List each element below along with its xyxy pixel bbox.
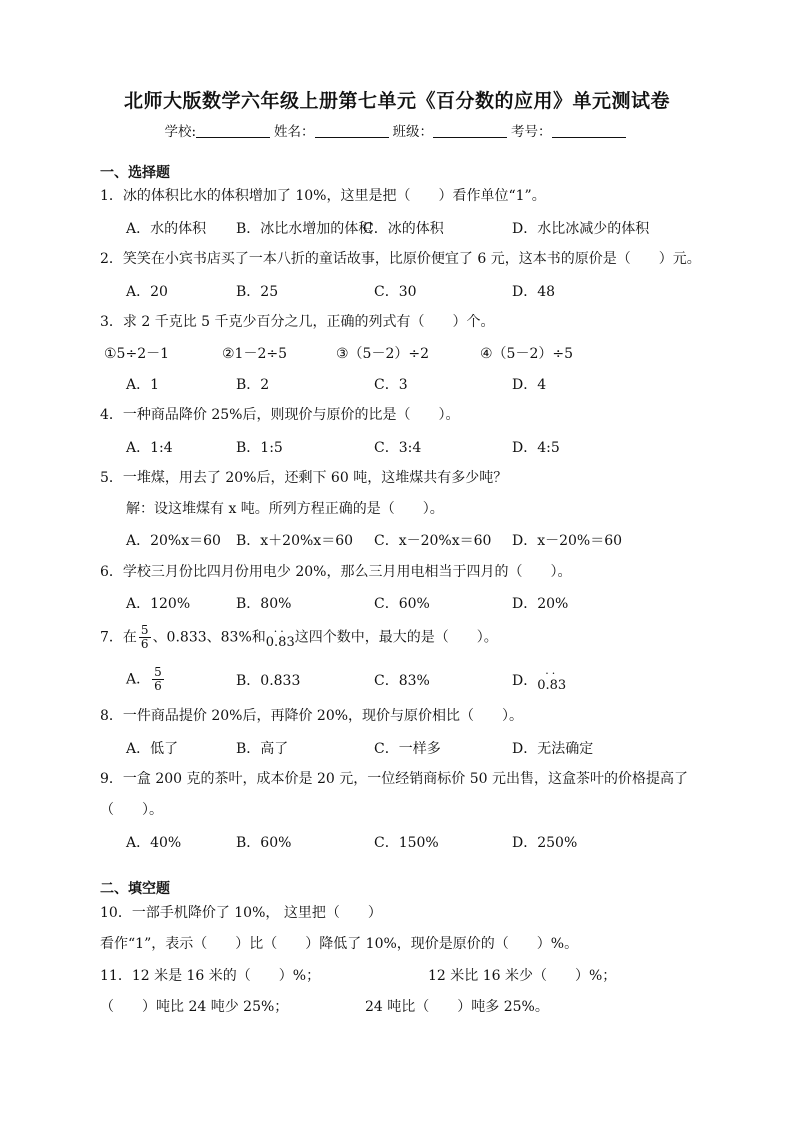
option-c[interactable]: C．150% <box>374 835 439 851</box>
question-10: 10．一部手机降价了 10%， 这里把（ ） <box>100 905 382 921</box>
option-b[interactable]: B．1:5 <box>236 440 283 456</box>
question-11-c: （ ）吨比 24 吨少 25%； <box>100 999 289 1015</box>
name-label: 姓名： <box>274 124 315 140</box>
question-10-cont: 看作“1”，表示（ ）比（ ）降低了 10%，现价是原价的（ ）%。 <box>100 936 579 952</box>
question-8: 8．一件商品提价 20%后，再降价 20%，现价与原价相比（ ）。 <box>100 708 524 724</box>
question-11-a: 11．12 米是 16 米的（ ）%； <box>100 968 321 984</box>
question-1: 1．冰的体积比水的体积增加了 10%，这里是把（ ）看作单位“1”。 <box>100 188 546 204</box>
option-a[interactable]: A．40% <box>126 835 182 851</box>
section-choice-title: 一、选择题 <box>100 165 170 181</box>
option-a[interactable]: A．20%x＝60 <box>126 533 221 549</box>
question-1-options <box>126 218 686 238</box>
question-6-options <box>126 593 686 613</box>
question-2: 2．笑笑在小宾书店买了一本八折的童话故事，比原价便宜了 6 元，这本书的原价是（ ）元。 <box>100 251 701 267</box>
option-d[interactable]: D．4 <box>512 377 547 393</box>
question-5-options <box>126 530 686 550</box>
fraction-five-sixths: $\frac{5}{6}$ <box>154 665 162 693</box>
section-fill-title: 二、填空题 <box>100 881 170 897</box>
question-7-prefix: 7．在 <box>100 629 137 646</box>
option-a[interactable]: A．20 <box>126 284 168 300</box>
exam-no-label: 考号： <box>511 124 552 140</box>
option-b[interactable]: B．25 <box>236 284 279 300</box>
question-11-b: 12 米比 16 米少（ ）%； <box>428 968 617 984</box>
option-d[interactable]: D．无法确定 <box>512 741 594 757</box>
question-3-options <box>126 374 686 394</box>
question-11-d: 24 吨比（ ）吨多 25%。 <box>365 999 549 1015</box>
option-b[interactable]: B．x＋20%x＝60 <box>236 533 354 549</box>
option-b[interactable]: B．80% <box>236 596 292 612</box>
question-7-suffix: 这四个数中，最大的是（ ）。 <box>294 629 498 646</box>
option-a[interactable]: A． $\frac{5}{6}$ <box>126 665 162 693</box>
question-5: 5．一堆煤，用去了 20%后，还剩下 60 吨，这堆煤共有多少吨？ <box>100 470 508 486</box>
method-4: ④（5－2）÷5 <box>480 346 574 362</box>
page-title: 北师大版数学六年级上册第七单元《百分数的应用》单元测试卷 <box>123 90 670 112</box>
option-d[interactable]: D． ·· 0.83 <box>512 667 567 693</box>
option-d[interactable]: D．250% <box>512 835 578 851</box>
school-blank[interactable] <box>196 123 270 138</box>
method-3: ③（5－2）÷2 <box>336 346 430 362</box>
question-4: 4．一种商品降价 25%后，则现价与原价的比是（ ）。 <box>100 407 460 423</box>
fraction-five-sixths: $\frac{5}{6}$ <box>140 623 149 651</box>
repeat-dots: ·· <box>273 624 287 638</box>
option-b[interactable]: B．冰比水增加的体积 <box>236 221 373 237</box>
name-blank[interactable] <box>315 123 389 138</box>
method-2: ②1－2÷5 <box>222 346 288 362</box>
question-5-sub: 解：设这堆煤有 x 吨。所列方程正确的是（ ）。 <box>126 501 444 517</box>
option-b[interactable]: B．60% <box>236 835 292 851</box>
school-label: 学校: <box>164 124 197 140</box>
repeat-dots: ·· <box>545 667 559 680</box>
option-d[interactable]: D．48 <box>512 284 556 300</box>
option-c[interactable]: C．30 <box>374 284 417 300</box>
option-c[interactable]: C．冰的体积 <box>363 221 444 237</box>
option-c[interactable]: C．60% <box>374 596 430 612</box>
question-7-options <box>126 666 686 696</box>
repeating-decimal: ·· 0.83 <box>537 667 567 693</box>
question-7-middle: 、0.833、83%和 <box>152 629 266 646</box>
exam-no-blank[interactable] <box>552 123 626 138</box>
option-a[interactable]: A．低了 <box>126 741 179 757</box>
option-d[interactable]: D．水比冰减少的体积 <box>512 221 650 237</box>
question-7 <box>100 624 498 656</box>
question-3-methods <box>104 343 664 363</box>
option-d[interactable]: D．4:5 <box>512 440 560 456</box>
option-d[interactable]: D．20% <box>512 596 569 612</box>
option-a[interactable]: A．1 <box>126 377 160 393</box>
question-9-cont: （ ）。 <box>100 802 163 818</box>
question-2-options <box>126 281 686 301</box>
question-9-options <box>126 832 686 852</box>
option-c[interactable]: C．3 <box>374 377 408 393</box>
repeating-decimal: ·· 0.83 <box>266 630 295 656</box>
option-b[interactable]: B．高了 <box>236 741 289 757</box>
option-b[interactable]: B．0.833 <box>236 673 301 689</box>
question-4-options <box>126 437 686 457</box>
option-a[interactable]: A．1:4 <box>126 440 173 456</box>
option-c[interactable]: C．3:4 <box>374 440 422 456</box>
option-b[interactable]: B．2 <box>236 377 270 393</box>
question-9: 9．一盒 200 克的茶叶，成本价是 20 元，一位经销商标价 50 元出售，这盒茶叶的价格提高了 <box>100 771 688 787</box>
option-c[interactable]: C．83% <box>374 673 430 689</box>
question-8-options <box>126 738 686 758</box>
student-info-line <box>0 120 794 140</box>
class-label: 班级： <box>392 124 434 140</box>
question-3: 3．求 2 千克比 5 千克少百分之几，正确的列式有（ ）个。 <box>100 314 495 330</box>
option-c[interactable]: C．一样多 <box>374 741 441 757</box>
option-d[interactable]: D．x－20%＝60 <box>512 533 623 549</box>
option-c[interactable]: C．x－20%x＝60 <box>374 533 492 549</box>
question-6: 6．学校三月份比四月份用电少 20%，那么三月用电相当于四月的（ ）。 <box>100 564 572 580</box>
option-a[interactable]: A．120% <box>126 596 191 612</box>
method-1: ①5÷2－1 <box>104 346 170 362</box>
class-blank[interactable] <box>433 123 507 138</box>
option-a[interactable]: A．水的体积 <box>126 221 207 237</box>
